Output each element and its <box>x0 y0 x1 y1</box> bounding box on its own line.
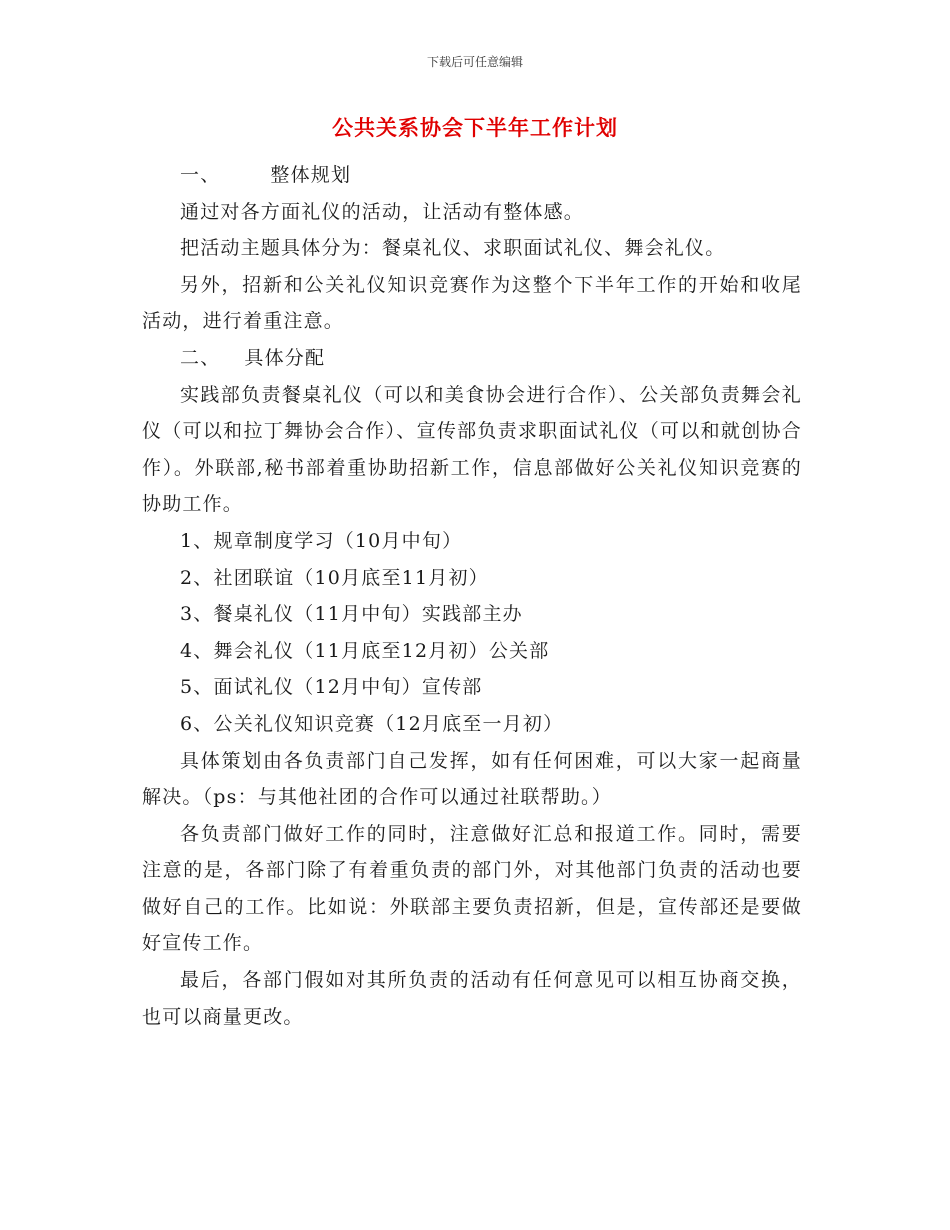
paragraph: 另外，招新和公关礼仪知识竞赛作为这整个下半年工作的开始和收尾活动，进行着重注意。 <box>142 273 802 333</box>
section-number: 二、 <box>180 346 221 369</box>
paragraph: 实践部负责餐桌礼仪（可以和美食协会进行合作）、公关部负责舞会礼仪（可以和拉丁舞协会合作）、宣传部负责求职面试礼仪（可以和就创协合作）。外联部,秘书部着重协助招新工作，信息部做好公关礼仪知识竞赛的协助工作。 <box>142 383 802 516</box>
list-item: 6、公关礼仪知识竞赛（12月底至一月初） <box>180 712 564 735</box>
section-heading-overall-plan <box>142 157 802 194</box>
list-item: 4、舞会礼仪（11月底至12月初）公关部 <box>180 639 550 662</box>
document-body <box>142 157 802 1035</box>
paragraph: 最后，各部门假如对其所负责的活动有任何意见可以相互协商交换，也可以商量更改。 <box>142 969 802 1028</box>
section-number: 一、 <box>180 164 221 186</box>
page-header-note: 下载后可任意编辑 <box>426 55 523 69</box>
section-title: 具体分配 <box>244 346 326 369</box>
paragraph: 各负责部门做好工作的同时，注意做好汇总和报道工作。同时，需要注意的是，各部门除了有着重负责的部门外，对其他部门负责的活动也要做好自己的工作。比如说：外联部主要负责招新，但是，宣传部还是要做好宣传工作。 <box>142 822 802 955</box>
paragraph: 具体策划由各负责部门自己发挥，如有任何困难，可以大家一起商量解决。（ps：与其他社团的合作可以通过社联帮助。） <box>142 749 802 809</box>
paragraph: 把活动主题具体分为：餐桌礼仪、求职面试礼仪、舞会礼仪。 <box>180 237 726 260</box>
list-item: 2、社团联谊（10月底至11月初） <box>180 566 489 589</box>
list-item: 3、餐桌礼仪（11月中旬）实践部主办 <box>180 603 523 626</box>
list-item: 1、规章制度学习（10月中旬） <box>180 529 463 552</box>
section-heading-assignment <box>142 340 802 377</box>
document-title: 公共关系协会下半年工作计划 <box>332 116 618 140</box>
section-title: 整体规划 <box>270 164 352 186</box>
paragraph: 通过对各方面礼仪的活动，让活动有整体感。 <box>180 200 585 223</box>
list-item: 5、面试礼仪（12月中旬）宣传部 <box>180 676 483 699</box>
